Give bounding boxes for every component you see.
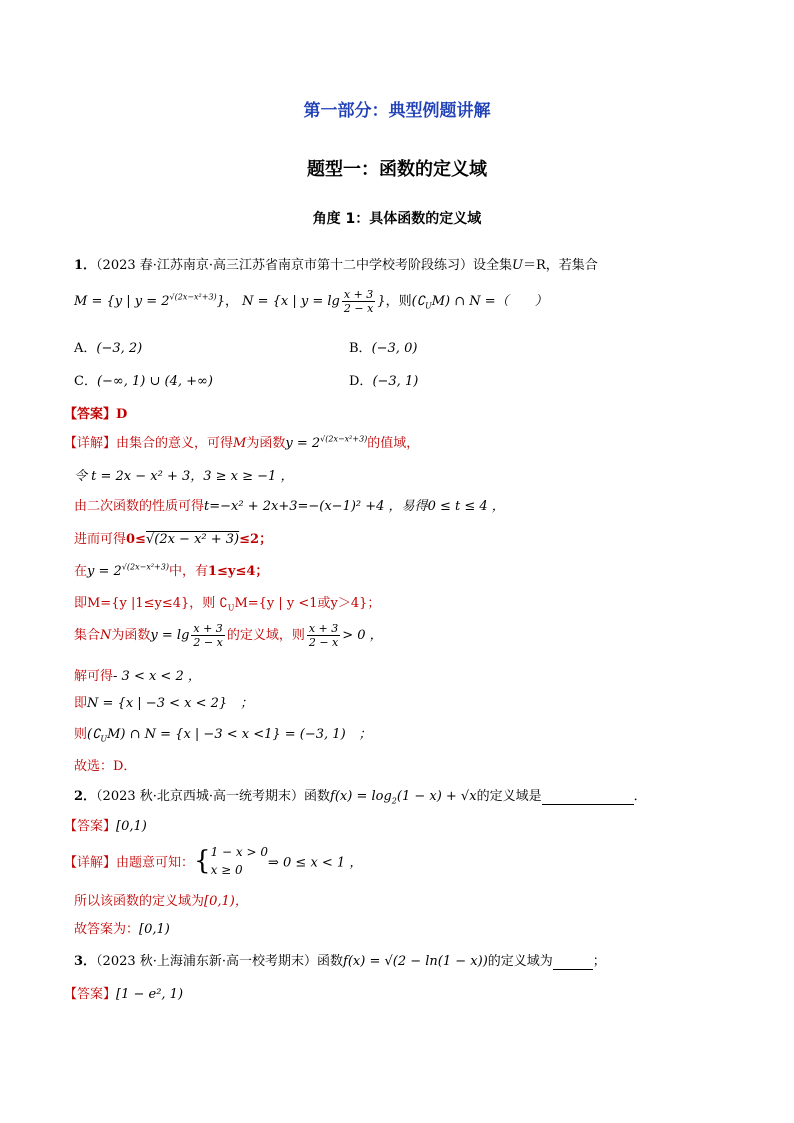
detail-formula: √(2x − x² + 3) [145,532,240,547]
frac-num: x + 3 [308,622,339,635]
option-d-value: (−3, 1) [372,374,419,389]
q1-detail-line-9 [74,692,253,711]
detail-fraction [191,622,224,649]
detail-text: M={y | y <1或y＞4}； [234,596,381,611]
answer-label: 【答案】 [64,987,117,1002]
q3-end: ； [592,954,606,969]
detail-text: 由二次函数的性质可得 [74,499,205,514]
q1-detail-line-5 [74,560,268,579]
q2-detail-line-3 [74,918,170,937]
q1-detail-line-11 [74,755,136,774]
detail-text: 为函数 [246,436,286,451]
detail-label: 【详解】 [64,855,117,871]
q1-stem [74,254,598,273]
q3-source: （2023 秋·上海浦东新·高一校考期末）函数 [96,954,344,969]
q1-comma: ， [224,294,238,309]
q3-function: f(x) = √(2 − ln(1 − x)) [343,954,488,969]
q1-set-n-close: } [377,294,386,309]
q1-option-d[interactable] [349,370,418,389]
q1-detail-line-10 [74,723,372,744]
detail-symbol-m: M [233,436,247,451]
q3-answer-blank[interactable] [553,954,593,970]
detail-text: 为函数 [111,628,151,643]
system-line-2: x ≥ 0 [210,863,243,877]
detail-sub: U [100,734,108,744]
detail-text: 集合 [74,628,101,643]
q1-frac-den: 2 − x [343,302,374,315]
q2-system [211,843,268,879]
detail-text: 故选：D． [74,759,137,774]
q1-detail-line-7 [74,622,383,649]
q2-source: （2023 秋·北京西城·高一统考期末）函数 [96,789,331,804]
q3-number: 3． [74,954,97,969]
detail-text: ≤2； [239,532,273,547]
q1-source: （2023 春·江苏南京·高三江苏省南京市第十二中学校考阶段练习）设全集 [96,258,513,273]
detail-text: 所以该函数的定义域为 [74,894,205,909]
detail-text: 即 [74,696,88,711]
detail-fraction [307,622,340,649]
q1-answer [64,403,127,422]
q1-set-n-fraction [342,288,375,315]
detail-exponent: √(2x−x²+3) [121,562,169,572]
q1-detail-line-6 [74,592,380,613]
part-heading: 第一部分：典型例题讲解 [303,101,491,121]
detail-sub: U [227,603,235,613]
q2-answer-blank[interactable] [542,789,634,805]
q2-answer [64,815,147,834]
q3-tail: 的定义域为 [487,954,553,969]
q2-stem [74,785,647,806]
frac-num: x + 3 [193,622,223,635]
detail-symbol-n: N [100,628,112,643]
option-b-label: B． [349,341,372,356]
option-a-label: A． [74,341,97,356]
q2-detail-line-2 [74,890,248,909]
detail-function: y = 2 [285,436,321,451]
q3-stem [74,950,606,970]
q1-set-m-close: } [216,294,225,309]
detail-text: 由题意可知： [116,855,195,871]
angle-heading: 角度 1：具体函数的定义域 [312,211,482,227]
detail-exponent: √(2x−x²+3) [320,434,368,444]
question-type-heading: 题型一：函数的定义域 [307,159,487,180]
q1-detail-line-3 [74,495,505,514]
q1-detail-line-1 [64,432,419,451]
q2-tail: 的定义域是 [476,789,542,804]
frac-den: 2 − x [308,636,339,649]
detail-function: y = 2 [87,564,122,579]
option-b-value: (−3, 0) [371,341,418,356]
option-a-value: (−3, 2) [96,341,143,356]
q1-set-m: M = {y | y = 2 [74,294,170,309]
detail-formula: > 0 ， [342,628,383,643]
q2-function-tail: (1 − x) + √x [396,789,477,804]
q1-detail-line-8 [74,665,201,684]
detail-text: 中，有 [168,564,208,579]
detail-text: 在 [74,564,88,579]
detail-formula: [0,1) [139,922,170,937]
detail-function: y = lg [150,628,190,643]
answer-value: D [116,407,128,422]
detail-text: 则 [74,727,88,742]
detail-text: 即M={y |1≤y≤4}，则 ∁ [74,596,228,611]
detail-formula: 令 t = 2x − x² + 3，3 ≥ x ≥ −1 ， [74,469,294,484]
detail-formula: N = {x | −3 < x < 2} ； [87,696,254,711]
detail-text: 进而可得 [74,532,127,547]
q1-expression: (∁ [411,294,425,309]
detail-formula: 0 ≤ t ≤ 4 ， [427,499,505,514]
q1-detail-line-2 [74,465,293,484]
q2-end: ． [633,789,647,804]
answer-value: [1 − e², 1) [116,987,184,1002]
option-d-label: D． [349,374,373,389]
frac-den: 2 − x [193,636,223,649]
q1-sets [74,288,548,315]
q1-universal-eq: ＝R，若集合 [523,258,598,273]
detail-text: 的定义域，则 [226,628,305,643]
detail-formula: - 3 < x < 2 ， [113,669,201,684]
detail-text: 1≤y≤4； [207,564,269,579]
q2-number: 2． [74,789,97,804]
q1-option-c[interactable] [74,370,213,389]
system-line-1: 1 − x > 0 [210,845,268,859]
q1-frac-num: x + 3 [343,288,374,301]
answer-label: 【答案】 [64,407,117,422]
q1-then: ，则 [385,294,412,309]
detail-text: 0≤ [126,532,146,547]
detail-formula: M) ∩ N = {x | −3 < x <1} = (−3, 1) ； [107,727,372,742]
answer-value: [0,1) [116,819,147,834]
q3-answer [64,983,183,1002]
q2-function: f(x) = log [330,789,392,804]
detail-text: 解可得 [74,669,114,684]
q1-detail-line-4 [74,528,272,547]
q1-option-a[interactable] [74,337,142,356]
detail-formula: [0,1)， [204,894,248,909]
detail-formula: t=−x² + 2x+3=−(x−1)² +4 ，易得 [204,499,428,514]
detail-label: 【详解】 [64,436,117,451]
answer-label: 【答案】 [64,819,117,834]
detail-text: 故答案为： [74,922,140,937]
option-c-value: (−∞, 1) ∪ (4, +∞) [96,374,213,389]
detail-text: 由集合的意义，可得 [116,436,234,451]
detail-text: 的值域， [367,436,420,451]
q1-expression-tail: M) ∩ N =（ ） [431,294,548,309]
q1-universal-set: U [512,258,523,273]
brace-icon: { [194,846,211,876]
option-c-label: C． [74,374,97,389]
detail-formula: ⇒ 0 ≤ x < 1 ， [267,855,363,871]
q2-detail-line-1 [64,843,362,879]
q2-log-base: 2 [391,796,397,806]
q1-number: 1． [74,258,97,273]
q1-set-n: N = {x | y = lg [242,294,340,309]
q1-set-m-exp: √(2x−x²+3) [169,292,217,302]
q1-expression-sub: U [424,301,432,311]
q1-option-b[interactable] [349,337,417,356]
detail-formula: (∁ [87,727,101,742]
